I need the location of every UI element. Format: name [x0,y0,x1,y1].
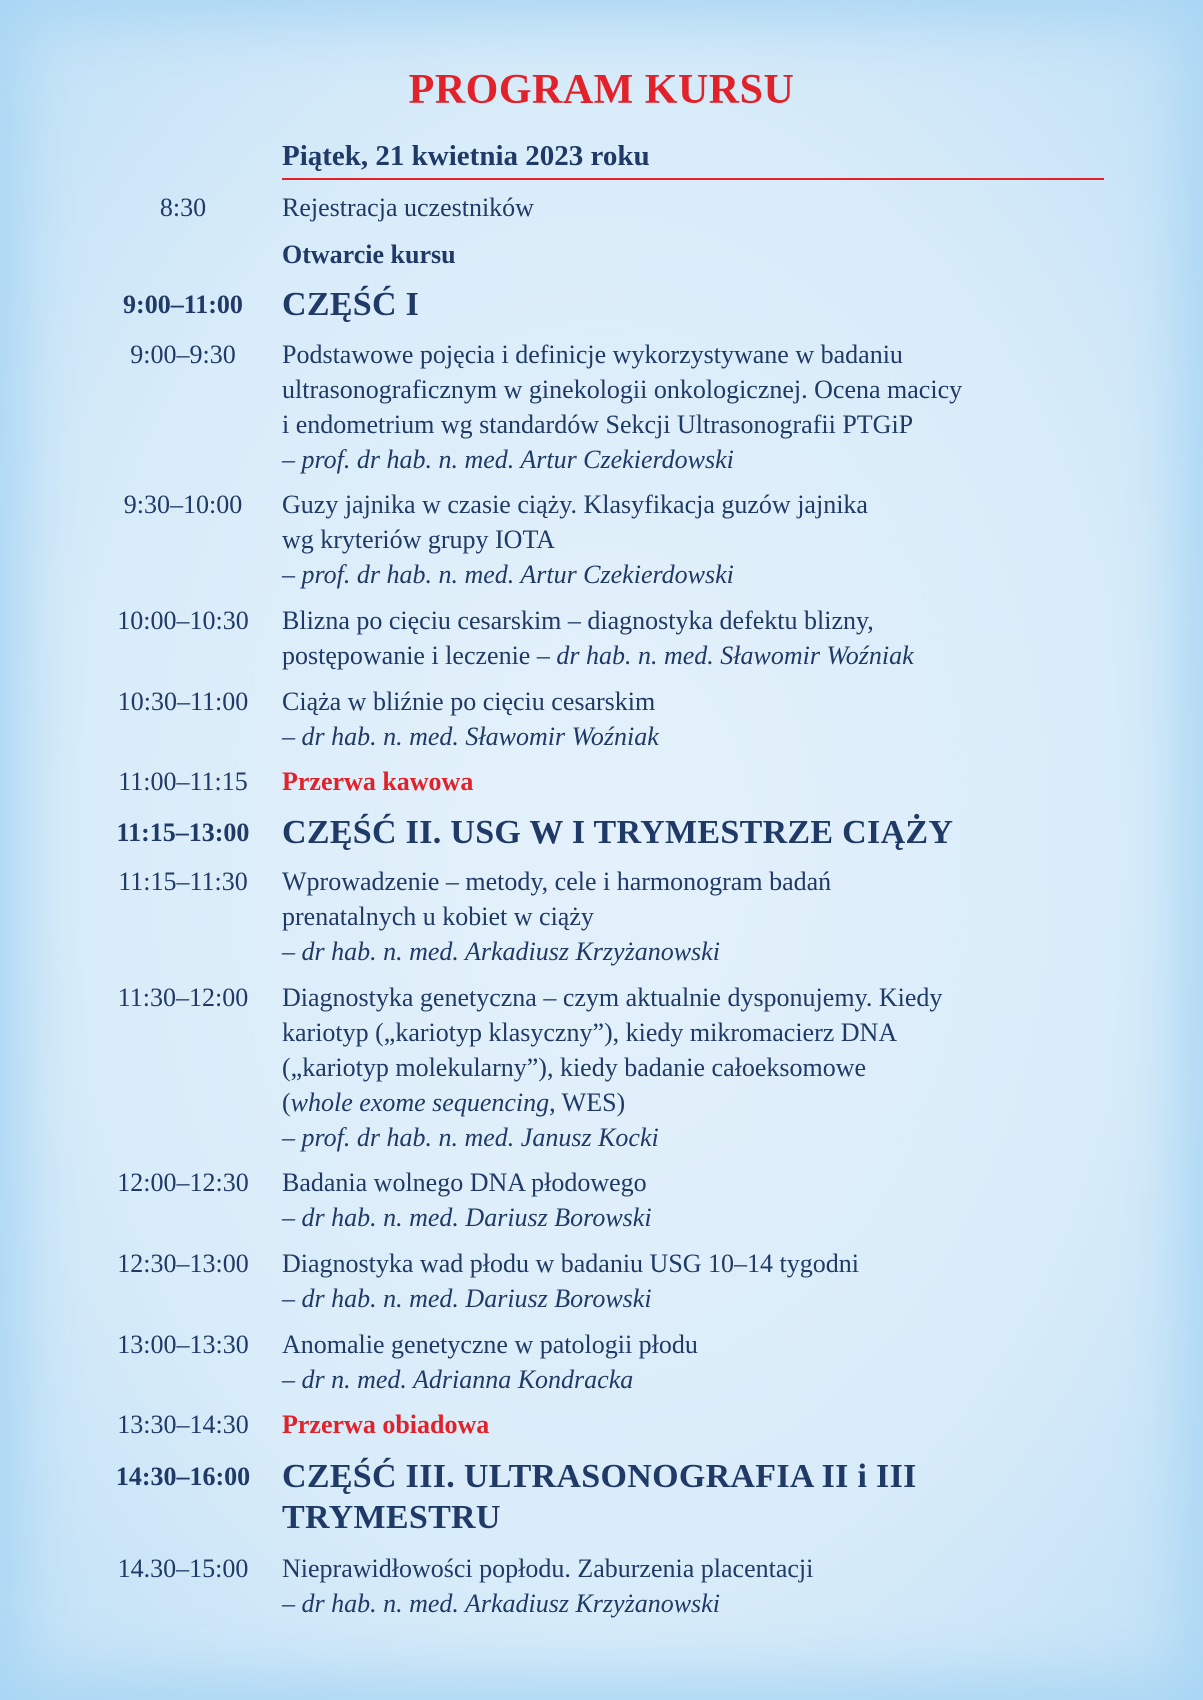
session-title: Podstawowe pojęcia i definicje wykorzystywane w badaniu [282,340,903,369]
time-slot: 10:30–11:00 [117,687,249,716]
session-title-part: postępowanie i leczenie [282,641,537,670]
session-content [282,764,1112,799]
session-title: i endometrium wg standardów Sekcji Ultrasonografii PTGiP [282,410,914,439]
speaker: – dr hab. n. med. Dariusz Borowski [282,1203,652,1232]
speaker: – dr n. med. Adrianna Kondracka [282,1365,634,1394]
session-content [282,487,1112,592]
session-title-italic: whole exome sequencing [290,1088,550,1117]
session-title: prenatalnych u kobiet w ciąży [282,902,594,931]
coffee-break-label: Przerwa kawowa [282,767,474,796]
session-content [282,1551,1112,1621]
speaker: – prof. dr hab. n. med. Janusz Kocki [282,1123,659,1152]
session-content [282,1407,1112,1442]
session-title-part: ( [282,1088,291,1117]
session-content [282,237,1112,272]
part-heading: TRYMESTRU [282,1499,501,1536]
session-title-line [282,638,1112,673]
time-slot: 11:00–11:15 [118,767,248,796]
session-title: Guzy jajnika w czasie ciąży. Klasyfikacja guzów jajnika [282,490,868,519]
session-title: Wprowadzenie – metody, cele i harmonogram badań [282,867,832,896]
page-title: PROGRAM KURSU [408,67,795,113]
part-heading: CZĘŚĆ II. USG W I TRYMESTRZE CIĄŻY [282,814,954,851]
time-slot: 8:30 [159,193,207,222]
time-slot: 14.30–15:00 [117,1554,249,1583]
session-title: („kariotyp molekularny”), kiedy badanie całoeksomowe [282,1053,867,1082]
time-slot: 12:30–13:00 [117,1249,249,1278]
session-content [282,864,1112,969]
speaker: – dr hab. n. med. Sławomir Woźniak [536,641,914,670]
session-title: ultrasonograficznym w ginekologii onkologicznej. Ocena macicy [282,375,963,404]
session-title: Anomalie genetyczne w patologii płodu [282,1330,698,1359]
speaker: – dr hab. n. med. Arkadiusz Krzyżanowski [282,937,720,966]
session-title: Nieprawidłowości popłodu. Zaburzenia placentacji [282,1554,814,1583]
time-slot: 9:00–11:00 [123,290,243,319]
speaker: – prof. dr hab. n. med. Artur Czekierdowski [282,560,734,589]
session-title: wg kryteriów grupy IOTA [282,525,556,554]
time-slot: 13:00–13:30 [117,1330,249,1359]
time-slot: 13:30–14:30 [117,1410,249,1439]
session-content [282,1327,1112,1397]
speaker: – prof. dr hab. n. med. Artur Czekierdowski [282,445,734,474]
session-content [282,1456,1112,1538]
part-heading: CZĘŚĆ III. ULTRASONOGRAFIA II i III [282,1458,917,1495]
session-content [282,684,1112,754]
lunch-break-label: Przerwa obiadowa [282,1410,490,1439]
session-content [282,190,1112,225]
time-slot: 11:15–13:00 [116,818,250,847]
session-content [282,337,1112,477]
time-slot: 12:00–12:30 [117,1168,249,1197]
session-content [282,1165,1112,1235]
session-content [282,284,1112,325]
time-slot: 11:30–12:00 [117,983,249,1012]
part-heading: CZĘŚĆ I [282,286,420,323]
session-content [282,980,1112,1155]
day-heading: Piątek, 21 kwietnia 2023 roku [282,140,1104,180]
session-title-line [282,1085,1112,1120]
session-title-part: , WES) [549,1088,626,1117]
session-content [282,1246,1112,1316]
speaker: – dr hab. n. med. Sławomir Woźniak [282,722,659,751]
time-slot: 10:00–10:30 [117,606,249,635]
time-slot: 9:30–10:00 [123,490,243,519]
session-title: Badania wolnego DNA płodowego [282,1168,647,1197]
time-slot: 9:00–9:30 [130,340,236,369]
time-slot: 14:30–16:00 [115,1462,251,1491]
session-title: Ciąża w bliźnie po cięciu cesarskim [282,687,656,716]
session-content [282,603,1112,673]
session-title: Diagnostyka wad płodu w badaniu USG 10–14 tygodni [282,1249,860,1278]
speaker: – dr hab. n. med. Dariusz Borowski [282,1284,652,1313]
time-slot: 11:15–11:30 [118,867,248,896]
session-title: Blizna po cięciu cesarskim – diagnostyka defektu blizny, [282,606,874,635]
session-title: Diagnostyka genetyczna – czym aktualnie dysponujemy. Kiedy [282,983,943,1012]
session-title: kariotyp („kariotyp klasyczny”), kiedy mikromacierz DNA [282,1018,898,1047]
session-content [282,812,1112,853]
session-title: Rejestracja uczestników [282,193,534,222]
speaker: – dr hab. n. med. Arkadiusz Krzyżanowski [282,1589,720,1618]
opening-label: Otwarcie kursu [282,240,456,269]
